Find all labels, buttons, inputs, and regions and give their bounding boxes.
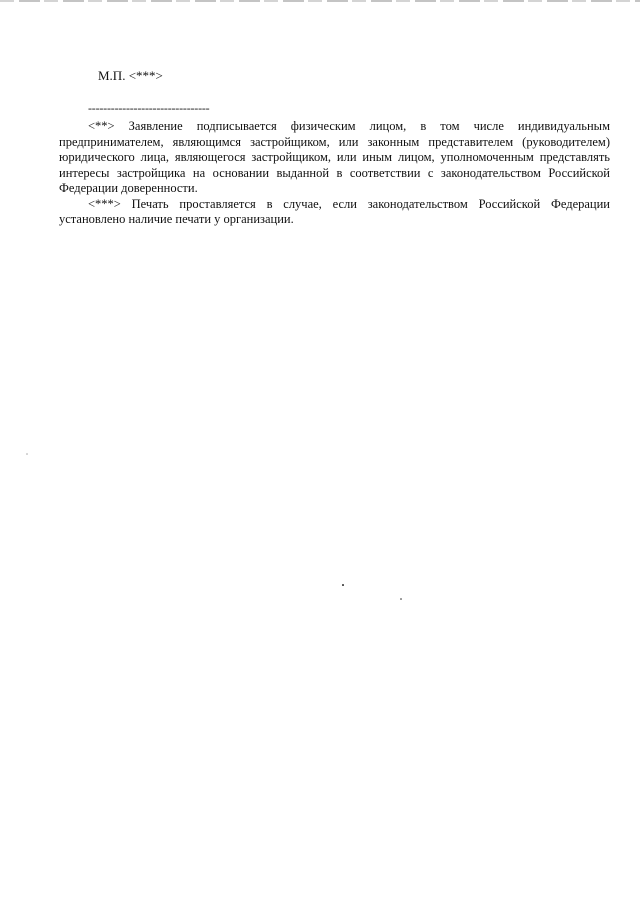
footnote-seal: <***> Печать проставляется в случае, если законодательством Российской Федерации установлено наличие печати у организации.: [59, 196, 610, 226]
footnote-separator: --------------------------------: [88, 101, 210, 115]
stamp-place-label: М.П. <***>: [98, 68, 163, 83]
scan-edge-artifact: [0, 0, 640, 2]
scan-speck: [342, 584, 344, 586]
footnotes: [59, 119, 610, 228]
scan-speck: [26, 453, 28, 455]
scan-speck: [400, 598, 402, 600]
footnote-signature: <**> Заявление подписывается физическим лицом, в том числе индивидуальным предпринимателем, являющимся застройщиком, или законным представителем (руководителем) юридического лица, являющегося застройщиком, или иным лицом, уполномоченным представлять интересы застройщика на основании выданной в соответствии с законодательством Российской Федерации доверенности.: [59, 119, 610, 195]
